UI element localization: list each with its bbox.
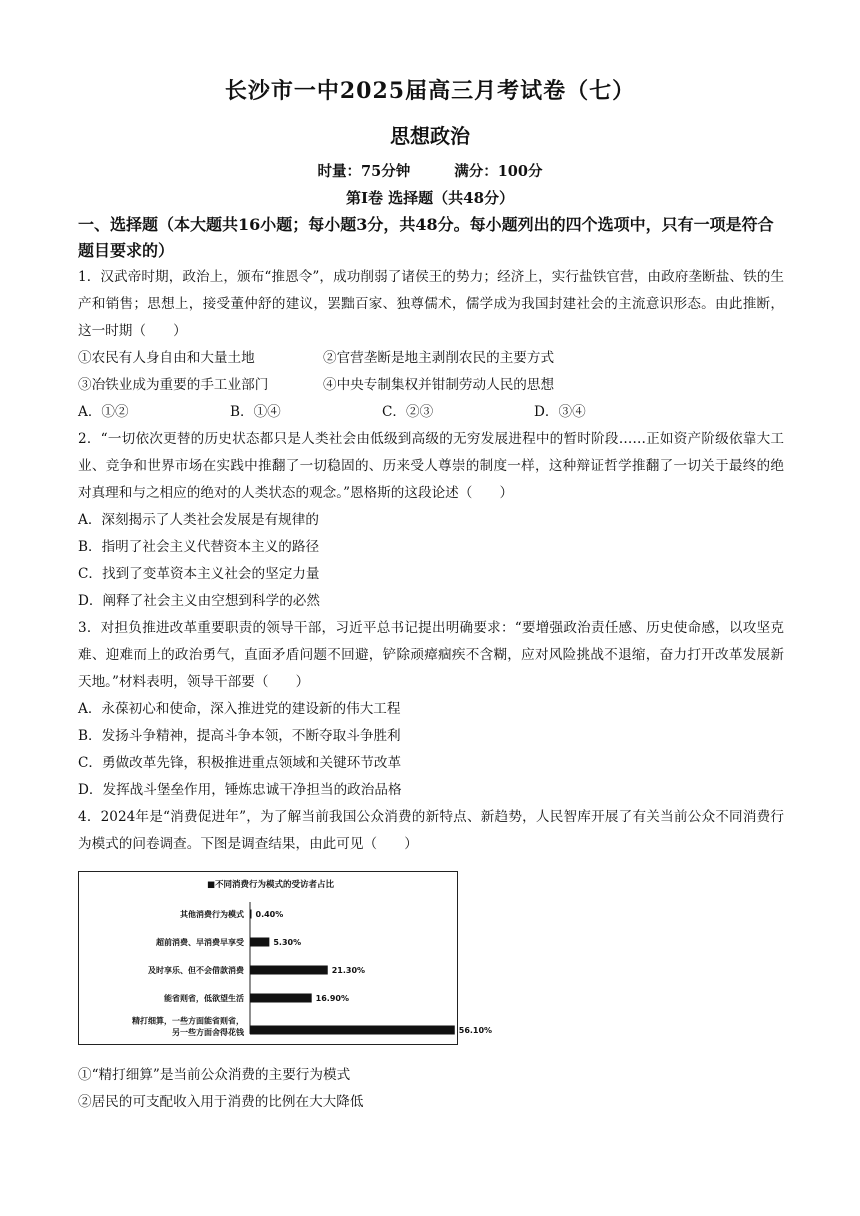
question-stem: 2．“一切依次更替的历史状态都只是人类社会由低级到高级的无穷发展进程中的暂时阶段……正如资产阶级依靠大工业、竞争和世界市场在实践中推翻了一切稳固的、历来受人尊崇的制度一样，这种辩证哲学推翻了一切关于最终的绝对真理和与之相应的绝对的人类状态的观念。”恩格斯的这段论述（ ）: [78, 431, 784, 501]
time-limit: 时量：75分钟: [317, 163, 411, 180]
category-label: 其他消费行为模式: [180, 910, 244, 919]
choice-a[interactable]: A．①②: [78, 404, 129, 420]
bar: [250, 910, 252, 919]
question-stem: 4．2024年是“消费促进年”，为了解当前我国公众消费的新特点、新趋势，人民智库开展了有关当前公众不同消费行为模式的问卷调查。下图是调查结果，由此可见（ ）: [78, 809, 784, 852]
choice-c[interactable]: C．②③: [382, 404, 434, 420]
choice-row: [78, 399, 784, 426]
question-stem: 3．对担负推进改革重要职责的领导干部，习近平总书记提出明确要求：“要增强政治责任感、历史使命感，以攻坚克难、迎难而上的政治勇气，直面矛盾问题不回避，铲除顽瘴痼疾不含糊，应对风险挑战不退缩，奋力打开改革发展新天地。”材料表明，领导干部要（ ）: [78, 620, 784, 690]
bar: [250, 994, 312, 1003]
category-label: 能省则省，低欲望生活: [164, 994, 244, 1003]
data-label: 0.40%: [255, 910, 284, 919]
question-4: [78, 804, 784, 858]
statement-2: ②官营垄断是地主剥削农民的主要方式: [323, 350, 555, 366]
exam-meta: [0, 160, 860, 181]
bar: [250, 1026, 455, 1035]
choice-d[interactable]: D．阐释了社会主义由空想到科学的必然: [78, 593, 320, 609]
choice-b[interactable]: B．发扬斗争精神，提高斗争本领，不断夺取斗争胜利: [78, 728, 401, 744]
question-4-statements: [78, 1062, 784, 1116]
consumption-chart: [78, 871, 493, 1045]
category-label: 及时享乐、但不会借款消费: [148, 966, 244, 975]
data-label: 56.10%: [458, 1026, 493, 1035]
part-heading: 第Ⅰ卷 选择题（共48分）: [345, 189, 515, 207]
statement-3: ③冶铁业成为重要的手工业部门: [78, 377, 269, 393]
choice-b[interactable]: B．①④: [230, 404, 281, 420]
choice-b[interactable]: B．指明了社会主义代替资本主义的路径: [78, 539, 320, 555]
question-2: [78, 426, 784, 615]
statement-4: ④中央专制集权并钳制劳动人民的思想: [323, 377, 555, 393]
data-label: 16.90%: [315, 994, 350, 1003]
question-1: [78, 264, 784, 426]
category-label: 精打细算，一些方面能省则省，: [132, 1016, 244, 1026]
data-label: 5.30%: [273, 938, 302, 947]
section-heading: 一、选择题（本大题共16小题；每小题3分，共48分。每小题列出的四个选项中，只有一项是符合题目要求的）: [78, 215, 774, 260]
category-label: 另一些方面舍得花钱: [172, 1028, 244, 1037]
bar: [250, 938, 269, 947]
question-stem: 1．汉武帝时期，政治上，颁布“推恩令”，成功削弱了诸侯王的势力；经济上，实行盐铁官营，由政府垄断盐、铁的生产和销售；思想上，接受董仲舒的建议，罢黜百家、独尊儒术，儒学成为我国封建社会的主流意识形态。由此推断，这一时期（ ）: [78, 269, 784, 339]
choice-a[interactable]: A．永葆初心和使命，深入推进党的建设新的伟大工程: [78, 701, 401, 717]
subject-title: 思想政治: [390, 124, 470, 148]
choice-d[interactable]: D．③④: [534, 404, 586, 420]
choice-d[interactable]: D．发挥战斗堡垒作用，锤炼忠诚干净担当的政治品格: [78, 782, 402, 798]
statement-row: [78, 372, 784, 399]
bar: [250, 966, 328, 975]
choice-a[interactable]: A．深刻揭示了人类社会发展是有规律的: [78, 512, 319, 528]
questions-body: [78, 264, 784, 858]
category-label: 超前消费、早消费早享受: [156, 938, 244, 947]
statement-row: [78, 345, 784, 372]
question-3: [78, 615, 784, 804]
chart-plot: [79, 872, 493, 1044]
data-label: 21.30%: [331, 966, 366, 975]
exam-title: 长沙市一中2025届高三月考试卷（七）: [224, 78, 636, 104]
full-score: 满分：100分: [454, 163, 543, 180]
statement-2: ②居民的可支配收入用于消费的比例在大大降低: [78, 1094, 364, 1110]
chart-title: ■不同消费行为模式的受访者占比: [207, 880, 335, 890]
choice-c[interactable]: C．找到了变革资本主义社会的坚定力量: [78, 566, 320, 582]
statement-1: ①农民有人身自由和大量土地: [78, 350, 255, 366]
statement-1: ①“精打细算”是当前公众消费的主要行为模式: [78, 1067, 351, 1083]
choice-c[interactable]: C．勇做改革先锋，积极推进重点领域和关键环节改革: [78, 755, 402, 771]
